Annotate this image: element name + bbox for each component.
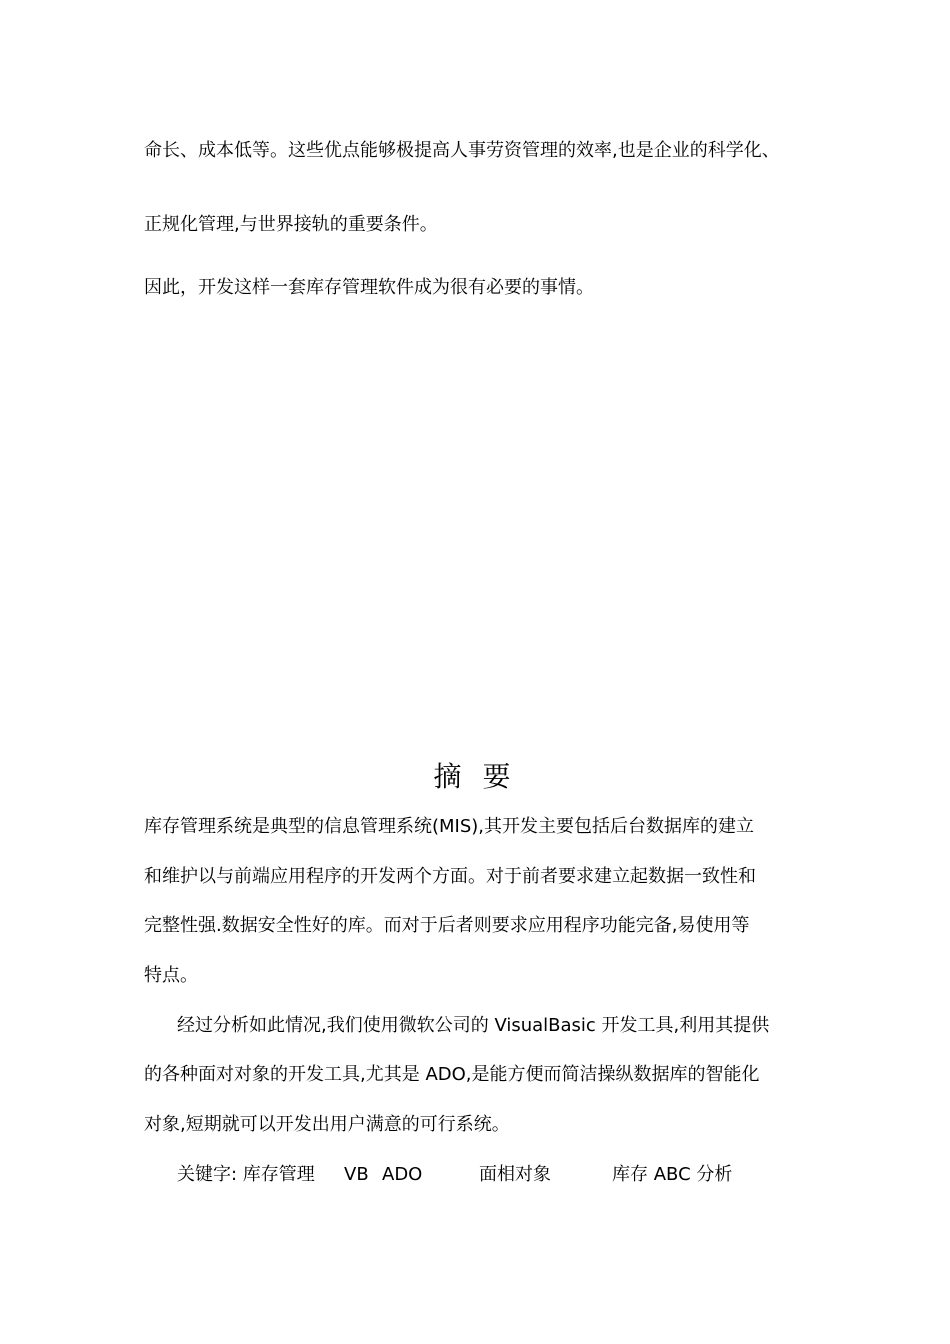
intro-line-3: 因此，开发这样一套库存管理软件成为很有必要的事情。 bbox=[144, 277, 594, 298]
abstract-p1-line-4: 特点。 bbox=[144, 965, 198, 986]
abstract-p2-line-2: 的各种面对对象的开发工具,尤其是 ADO,是能方便而简洁操纵数据库的智能化 bbox=[144, 1064, 760, 1085]
keyword-item: 面相对象 bbox=[479, 1164, 551, 1185]
keywords-label: 关键字: 库存管理 bbox=[177, 1164, 315, 1185]
abstract-p2-line-1: 经过分析如此情况,我们使用微软公司的 VisualBasic 开发工具,利用其提供 bbox=[177, 1015, 770, 1036]
keyword-item: VB bbox=[344, 1164, 369, 1185]
intro-line-2: 正规化管理,与世界接轨的重要条件。 bbox=[144, 214, 438, 235]
abstract-p1-line-3: 完整性强.数据安全性好的库。而对于后者则要求应用程序功能完备,易使用等 bbox=[144, 915, 750, 936]
keyword-item: 库存 ABC 分析 bbox=[612, 1164, 733, 1185]
keyword-item: ADO bbox=[382, 1164, 423, 1185]
intro-line-1: 命长、成本低等。这些优点能够极提高人事劳资管理的效率,也是企业的科学化、 bbox=[144, 140, 780, 161]
abstract-p2-line-3: 对象,短期就可以开发出用户满意的可行系统。 bbox=[144, 1114, 510, 1135]
abstract-title: 摘 要 bbox=[433, 760, 517, 793]
abstract-p1-line-1: 库存管理系统是典型的信息管理系统(MIS),其开发主要包括后台数据库的建立 bbox=[144, 816, 755, 837]
abstract-p1-line-2: 和维护以与前端应用程序的开发两个方面。对于前者要求建立起数据一致性和 bbox=[144, 866, 756, 887]
